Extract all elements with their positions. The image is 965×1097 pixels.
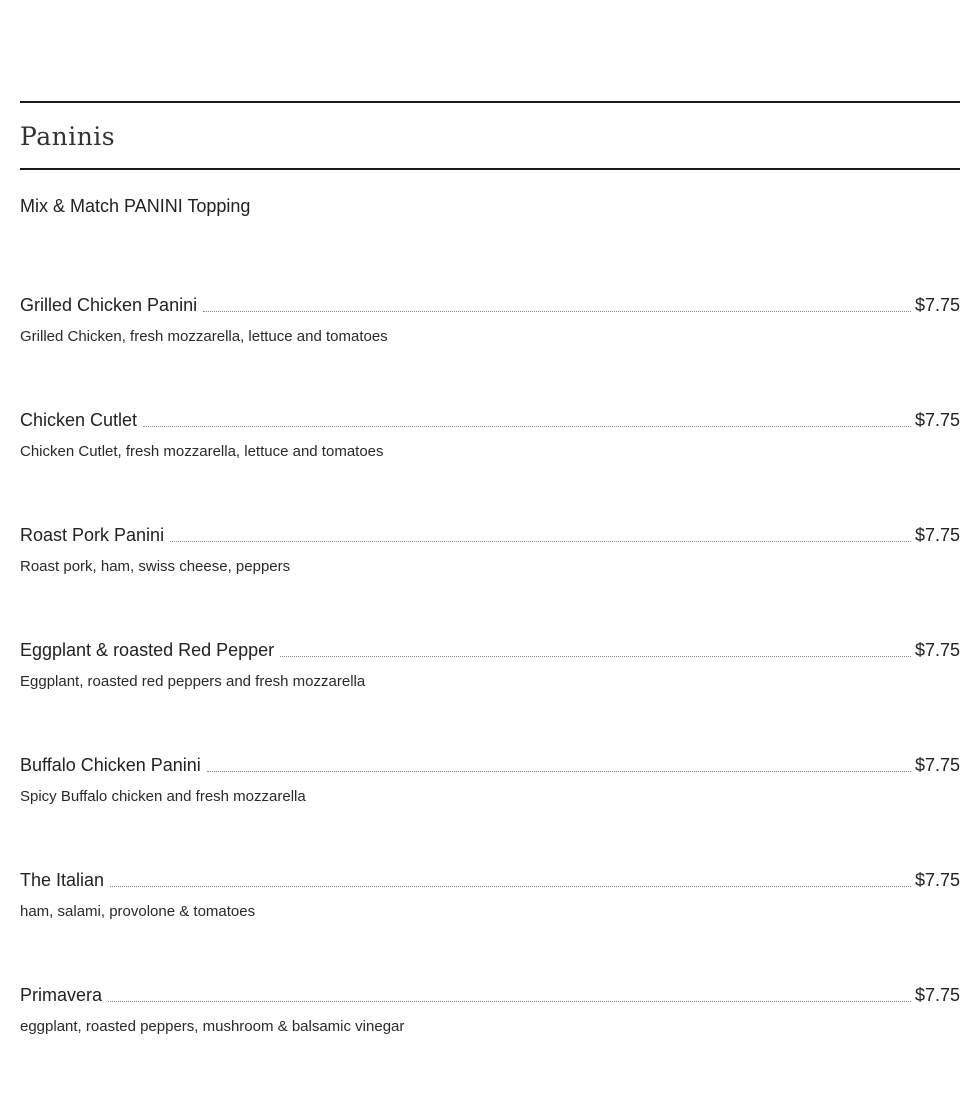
menu-item: [20, 407, 960, 522]
menu-item-name: Chicken Cutlet: [20, 410, 138, 430]
menu-item-row: [20, 867, 960, 893]
menu-item-row: [20, 292, 960, 318]
menu-item-row: [20, 522, 960, 548]
menu-item-name: Grilled Chicken Panini: [20, 295, 198, 315]
menu-item-price: $7.75: [914, 755, 960, 775]
leader-dots: [207, 770, 911, 772]
menu-item: [20, 637, 960, 752]
leader-dots: [170, 540, 911, 542]
section-subtitle: Mix & Match PANINI Topping: [20, 196, 251, 216]
menu-item-price: $7.75: [914, 870, 960, 890]
menu-item-description: Grilled Chicken, fresh mozzarella, lettuce and tomatoes: [20, 328, 388, 345]
menu-item-description: eggplant, roasted peppers, mushroom & balsamic vinegar: [20, 1018, 405, 1035]
leader-dots: [280, 655, 911, 657]
menu-item-name: Roast Pork Panini: [20, 525, 165, 545]
menu-item: [20, 522, 960, 637]
menu-item: [20, 867, 960, 982]
leader-dots: [203, 310, 911, 312]
menu-item: [20, 752, 960, 867]
menu-item-price: $7.75: [914, 295, 960, 315]
menu-item-description: Roast pork, ham, swiss cheese, peppers: [20, 558, 291, 575]
menu-section-paninis: [20, 101, 960, 1097]
menu-item-row: [20, 982, 960, 1008]
menu-item-row: [20, 752, 960, 778]
menu-item-name: Buffalo Chicken Panini: [20, 755, 201, 775]
menu-item-row: [20, 637, 960, 663]
menu-items-list: [20, 292, 960, 1097]
menu-item-name: Eggplant & roasted Red Pepper: [20, 640, 275, 660]
menu-item-price: $7.75: [914, 640, 960, 660]
leader-dots: [108, 1000, 911, 1002]
menu-item-price: $7.75: [914, 985, 960, 1005]
menu-item: [20, 292, 960, 407]
menu-item-name: Primavera: [20, 985, 103, 1005]
menu-item-description: ham, salami, provolone & tomatoes: [20, 903, 256, 920]
menu-item: [20, 982, 960, 1097]
menu-item-row: [20, 407, 960, 433]
menu-item-price: $7.75: [914, 525, 960, 545]
leader-dots: [143, 425, 911, 427]
menu-item-description: Chicken Cutlet, fresh mozzarella, lettuce and tomatoes: [20, 443, 384, 460]
menu-item-price: $7.75: [914, 410, 960, 430]
leader-dots: [110, 885, 911, 887]
section-title: Paninis: [20, 122, 116, 151]
menu-item-description: Eggplant, roasted red peppers and fresh mozzarella: [20, 673, 366, 690]
section-header: [20, 101, 960, 170]
menu-item-name: The Italian: [20, 870, 105, 890]
menu-item-description: Spicy Buffalo chicken and fresh mozzarella: [20, 788, 306, 805]
